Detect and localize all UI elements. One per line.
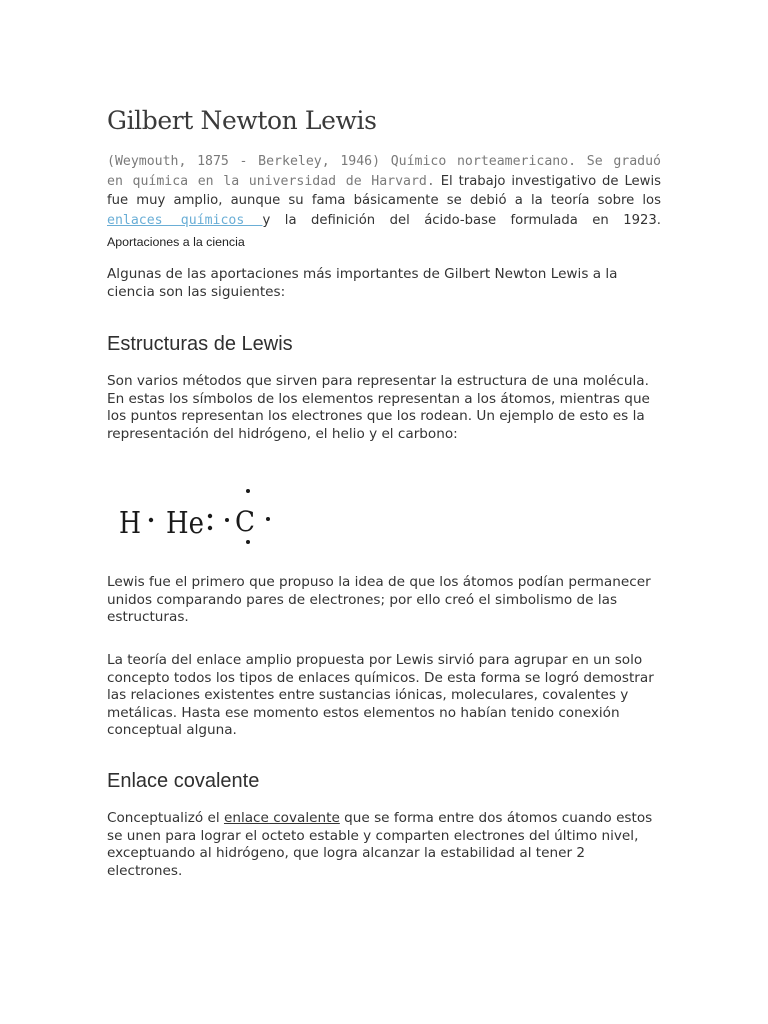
helium-electron-dot-bottom xyxy=(208,526,212,530)
enlace-covalente-link[interactable]: enlace covalente xyxy=(223,810,340,826)
aportaciones-label: Aportaciones a la ciencia xyxy=(107,235,245,249)
intro-biography-text: (Weymouth, 1875 - Berkeley, 1946) Químico norteamericano. Se graduó en química en la universidad de Harvard. xyxy=(107,154,661,189)
lewis-simbolismo-paragraph: Lewis fue el primero que propuso la idea de que los átomos podían permanecer unidos comparando pares de electrones; por ello creó el simbolismo de las estructuras. xyxy=(107,574,651,626)
carbon-electron-dot-right xyxy=(266,517,270,521)
intro-body-text-end: y la definición del ácido-base formulada en 1923. xyxy=(262,213,661,229)
carbon-electron-dot-left xyxy=(225,518,229,522)
enlace-covalente-paragraph xyxy=(107,810,663,880)
section-heading-estructuras: Estructuras de Lewis xyxy=(107,333,293,355)
page-title: Gilbert Newton Lewis xyxy=(107,106,377,135)
enlace-covalente-text-end: que se forma entre dos átomos cuando estos se unen para lograr el octeto estable y comparten electrones del último nivel, exceptuando al hidrógeno, que logra alcanzar la estabilidad al tener 2 electrones. xyxy=(107,810,653,879)
section-heading-enlace-covalente: Enlace covalente xyxy=(107,770,260,792)
hydrogen-electron-dot xyxy=(149,518,153,522)
enlace-covalente-text-start: Conceptualizó el xyxy=(107,810,224,826)
carbon-symbol: C xyxy=(235,505,255,538)
carbon-electron-dot-top xyxy=(246,489,250,493)
carbon-electron-dot-bottom xyxy=(246,540,250,544)
estructuras-paragraph: Son varios métodos que sirven para representar la estructura de una molécula. En estas los símbolos de los elementos representan a los átomos, mientras que los puntos representan los electrones que los rodean. Un ejemplo de esto es la representación del hidrógeno, el helio y el carbono: xyxy=(107,373,650,442)
enlaces-quimicos-link[interactable]: enlaces químicos xyxy=(107,213,263,229)
teoria-enlace-paragraph: La teoría del enlace amplio propuesta por Lewis sirvió para agrupar en un solo concepto todos los tipos de enlaces químicos. De esta forma se logró demostrar las relaciones existentes entre sustancias iónicas, moleculares, covalentes y metálicas. Hasta ese momento estos elementos no habían tenido conexión conceptual alguna. xyxy=(107,652,654,739)
aportaciones-paragraph: Algunas de las aportaciones más importantes de Gilbert Newton Lewis a la ciencia son las siguientes: xyxy=(107,266,618,300)
intro-paragraph xyxy=(107,152,661,231)
helium-electron-dot-top xyxy=(208,514,212,518)
hydrogen-symbol: H xyxy=(119,506,141,541)
lewis-structures-diagram xyxy=(107,478,287,550)
helium-symbol: He xyxy=(166,506,204,541)
intro-body-text: El trabajo investigativo de Lewis fue muy amplio, aunque su fama básicamente se debió a la teoría sobre los xyxy=(107,173,661,209)
